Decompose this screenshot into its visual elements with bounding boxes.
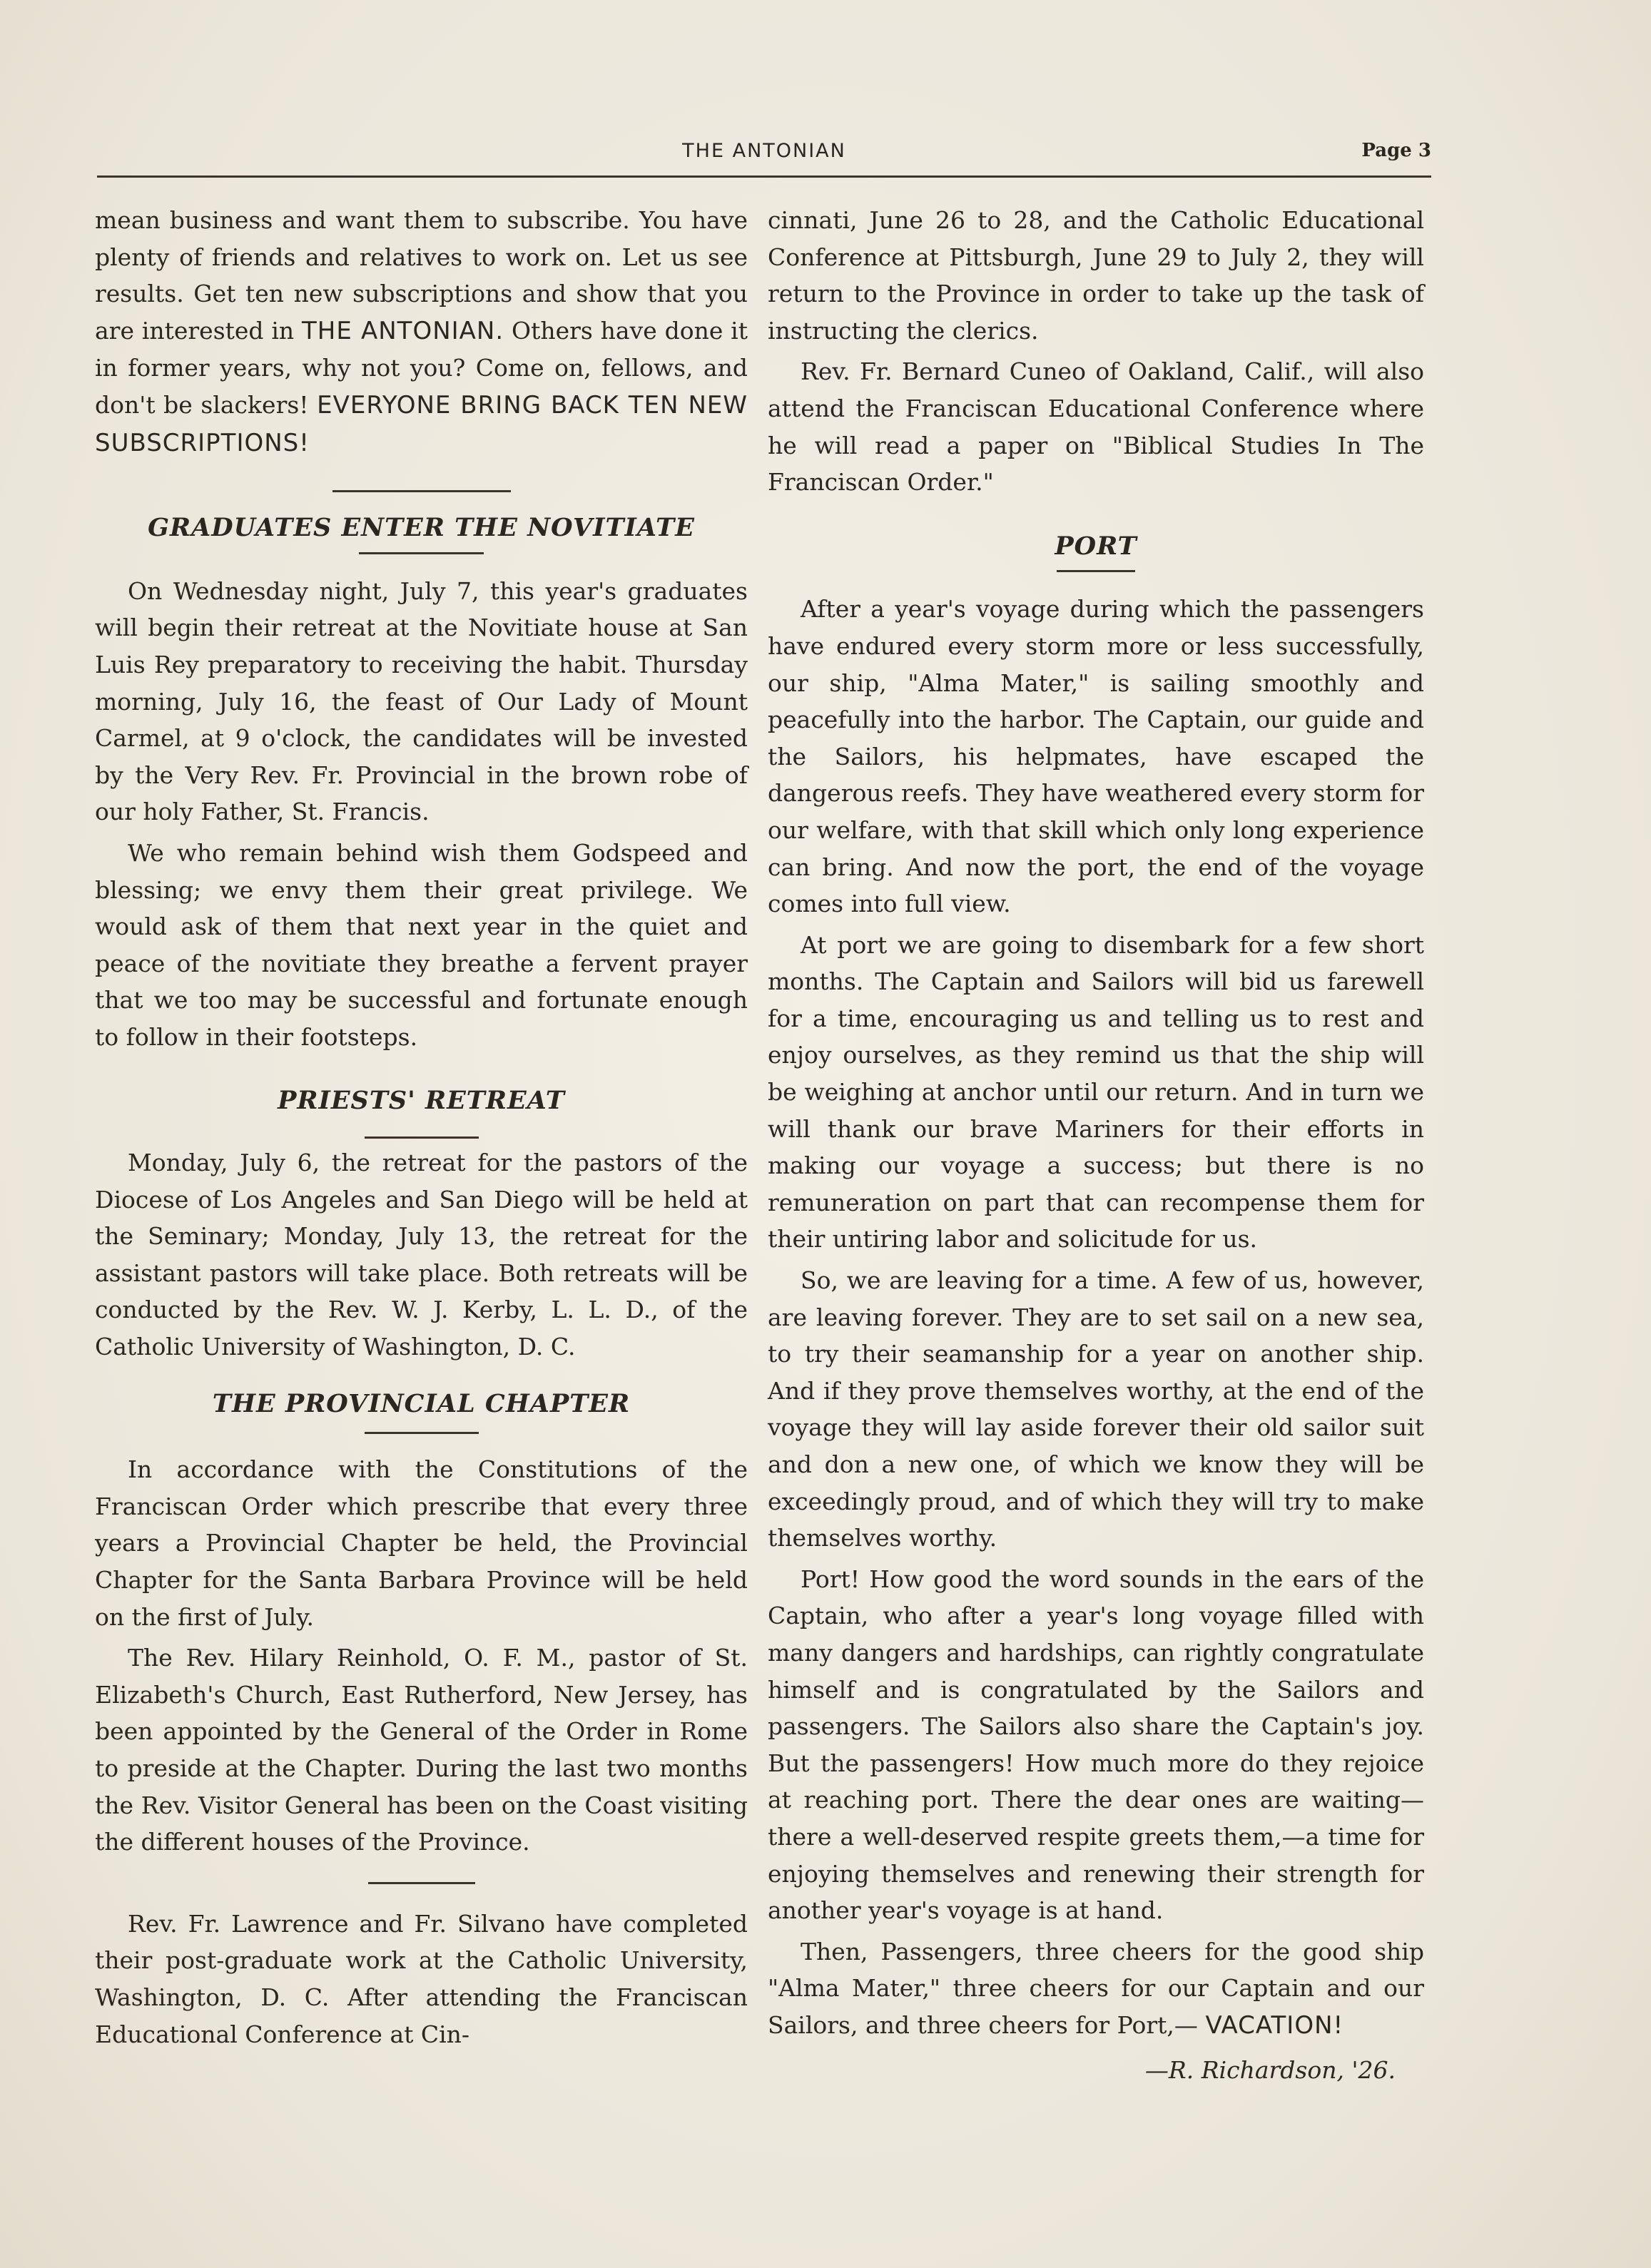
priests-paragraph-1: Monday, July 6, the retreat for the pastors of the Diocese of Los Angeles and San Diego will be held at the Seminary; Monday, July 13, the retreat for the assistant pastors will take place. Both retreats will be conducted by the Rev. W. J. Kerby, L. L. D., of the Catholic University of Washington, D. C.: [95, 1149, 748, 1361]
closing-caps: VACATION!: [1205, 2010, 1344, 2040]
continued-paragraph: cinnati, June 26 to 28, and the Catholic Educational Conference at Pittsburgh, June 29 to July 2, they will return to the Province in order to take up the task of instructing the clerics.: [768, 206, 1424, 345]
heading-underline: [365, 1136, 479, 1139]
port-paragraph-1: After a year's voyage during which the passengers have endured every storm more or less successfully, our ship, "Alma Mater," is sailing smoothly and peacefully into the harbor. The Captain, our guide and the Sailors, his helpmates, have escaped the dangerous reefs. They have weathered every storm for our welfare, with that skill which only long experience can bring. And now the port, the end of the voyage comes into full view.: [768, 595, 1425, 918]
chapter-paragraph-1: In accordance with the Constitutions of the Franciscan Order which prescribe that every three years a Provincial Chapter be held, the Provincial Chapter for the Santa Barbara Province will be held on the first of July.: [95, 1455, 748, 1631]
heading-priests-retreat: PRIESTS' RETREAT: [278, 1086, 565, 1116]
intro-paragraph: [95, 202, 748, 462]
section-divider: [368, 1882, 475, 1884]
left-column: [95, 202, 748, 2053]
publication-title: THE ANTONIAN: [682, 140, 846, 162]
intro-caps-title: THE ANTONIAN.: [302, 316, 504, 345]
port-paragraph-2: At port we are going to disembark for a few short months. The Captain and Sailors will bid us farewell for a time, encouraging us and telling us to rest and enjoy ourselves, as they remind us that the ship will be weighing at anchor until our return. And in turn we will thank our brave Mariners for their efforts in making our voyage a success; but there is no remuneration on part that can recompense them for their untiring labor and solicitude for us.: [768, 930, 1424, 1253]
intro-text-2: Others have done it in former years, why not you? Come on, fellows, and don't be slackers!: [95, 316, 748, 419]
section-divider: [332, 490, 511, 492]
heading-novitiate: GRADUATES ENTER THE NOVITIATE: [148, 513, 695, 543]
intro-text: mean business and want them to subscribe. You have plenty of friends and relatives to work on. Let us see results. Get ten new subscriptions and show that you are interested in: [95, 206, 748, 345]
port-closing-paragraph: [768, 1933, 1424, 2045]
intro-caps-callout: EVERYONE BRING BACK TEN NEW SUBSCRIPTIONS!: [95, 390, 748, 457]
closing-text: Then, Passengers, three cheers for the good ship "Alma Mater," three cheers for our Captain and our Sailors, and three cheers for Port,—: [768, 1937, 1424, 2039]
right-column: [768, 202, 1424, 2088]
heading-provincial-chapter: THE PROVINCIAL CHAPTER: [212, 1388, 631, 1418]
graduate-work-paragraph: Rev. Fr. Lawrence and Fr. Silvano have completed their post-graduate work at the Catholic University, Washington, D. C. After attending the Franciscan Educational Conference at Cin-: [95, 1909, 748, 2048]
port-paragraph-3: So, we are leaving for a time. A few of us, however, are leaving forever. They are to set sail on a new sea, to try their seamanship for a year on another ship. And if they prove themselves worthy, at the end of the voyage they will lay aside forever their old sailor suit and don a new one, of which we know they will be exceedingly proud, and of which they will try to make themselves worthy.: [768, 1266, 1424, 1552]
novitiate-paragraph-2: We who remain behind wish them Godspeed and blessing; we envy them their great privilege. We would ask of them that next year in the quiet and peace of the novitiate they breathe a fervent prayer that we too may be successful and fortunate enough to follow in their footsteps.: [95, 838, 748, 1051]
cuneo-paragraph: Rev. Fr. Bernard Cuneo of Oakland, Calif., will also attend the Franciscan Educational Conference where he will read a paper on "Biblical Studies In The Franciscan Order.": [768, 357, 1424, 497]
heading-underline: [365, 1432, 479, 1434]
heading-port: PORT: [1055, 531, 1137, 561]
page-number: Page 3: [1361, 140, 1431, 161]
author-signature: —R. Richardson, '26.: [1144, 2055, 1396, 2084]
heading-underline: [359, 552, 484, 554]
heading-underline: [1057, 570, 1135, 572]
port-paragraph-4: Port! How good the word sounds in the ears of the Captain, who after a year's long voyage filled with many dangers and hardships, can rightly congratulate himself and is congratulated by the Sailors and passengers. The Sailors also share the Captain's joy. But the passengers! How much more do they rejoice at reaching port. There the dear ones are waiting—there a well-deserved respite greets them,—a time for enjoying themselves and renewing their strength for another year's voyage is at hand.: [768, 1565, 1424, 1925]
novitiate-paragraph-1: On Wednesday night, July 7, this year's graduates will begin their retreat at the Novitiate house at San Luis Rey preparatory to receiving the habit. Thursday morning, July 16, the feast of Our Lady of Mount Carmel, at 9 o'clock, the candidates will be invested by the Very Rev. Fr. Provincial in the brown robe of our holy Father, St. Francis.: [95, 576, 748, 826]
chapter-paragraph-2: The Rev. Hilary Reinhold, O. F. M., pastor of St. Elizabeth's Church, East Rutherford, New Jersey, has been appointed by the General of the Order in Rome to preside at the Chapter. During the last two months the Rev. Visitor General has been on the Coast visiting the different houses of the Province.: [95, 1644, 748, 1856]
page-header: [97, 140, 1431, 171]
header-rule: [97, 176, 1431, 178]
